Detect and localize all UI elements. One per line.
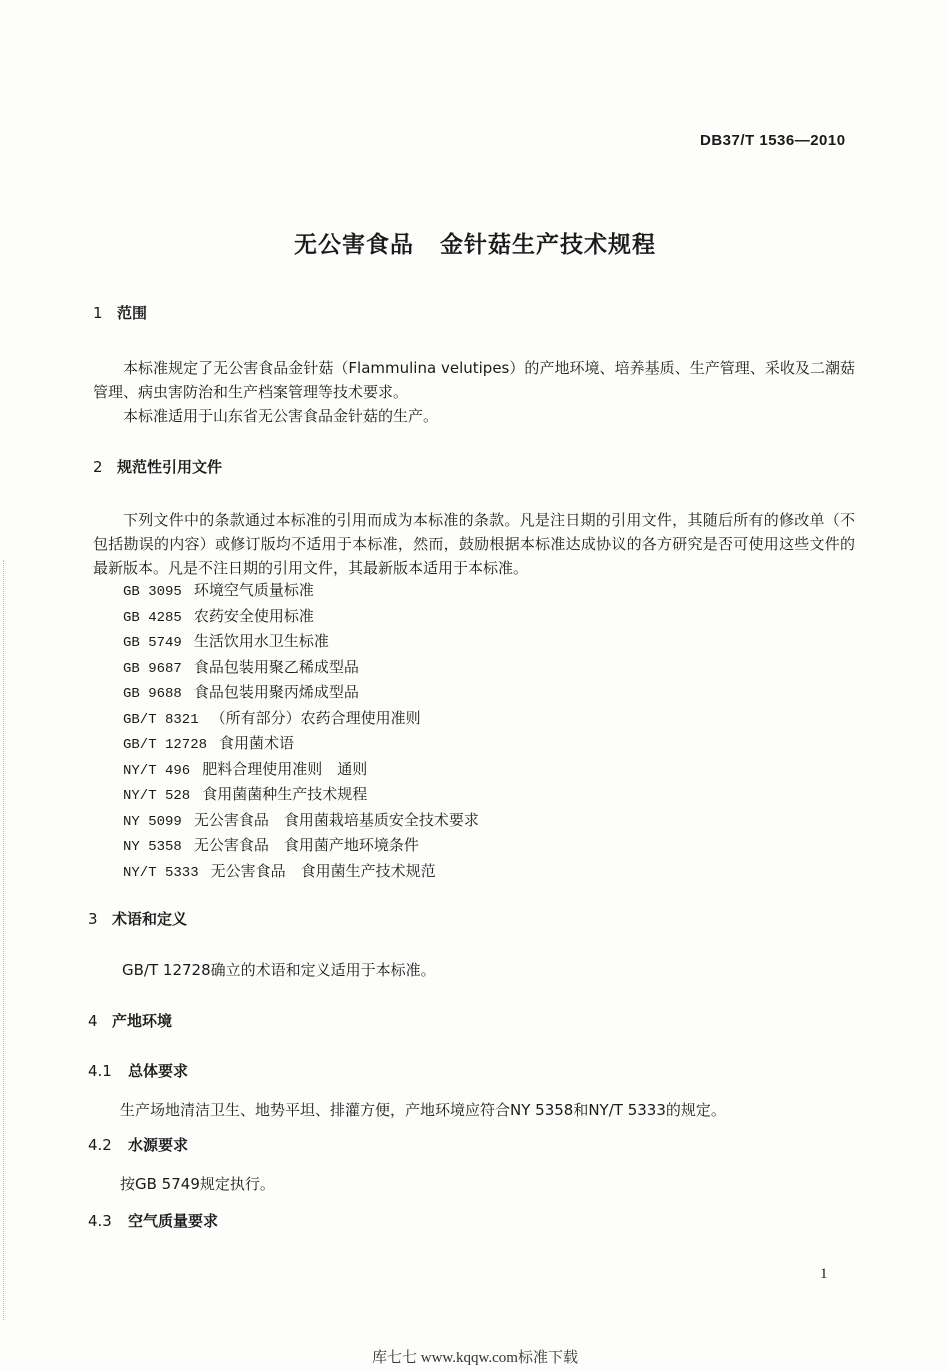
reference-item: GB 3095 环境空气质量标准 bbox=[123, 581, 314, 600]
section-1-paragraph-1: 本标准规定了无公害食品金针菇（Flammulina velutipes）的产地环境、培养基质、生产管理、采收及二潮菇管理、病虫害防治和生产档案管理等技术要求。 bbox=[93, 359, 855, 401]
section-4-1-heading: 4.1 总体要求 bbox=[88, 1062, 189, 1080]
title-part-2: 金针菇生产技术规程 bbox=[440, 232, 656, 258]
reference-item: NY/T 5333 无公害食品 食用菌生产技术规范 bbox=[123, 861, 436, 881]
normative-reference-list bbox=[123, 578, 479, 884]
reference-item: GB/T 8321 （所有部分）农药合理使用准则 bbox=[123, 708, 421, 728]
standard-code: DB37/T 1536—2010 bbox=[700, 132, 846, 149]
section-4-1-paragraph: 生产场地清洁卫生、地势平坦、排灌方便，产地环境应符合NY 5358和NY/T 5333的规定。 bbox=[120, 1101, 726, 1119]
section-4-2-heading: 4.2 水源要求 bbox=[88, 1136, 189, 1154]
section-4-2-paragraph: 按GB 5749规定执行。 bbox=[120, 1175, 275, 1193]
reference-item: GB 5749 生活饮用水卫生标准 bbox=[123, 632, 329, 651]
reference-item: NY/T 496 肥料合理使用准则 通则 bbox=[123, 759, 368, 779]
reference-item: GB 4285 农药安全使用标准 bbox=[123, 606, 314, 626]
section-2-heading: 2 规范性引用文件 bbox=[93, 458, 223, 476]
title-part-1: 无公害食品 bbox=[294, 232, 414, 258]
reference-item: NY 5358 无公害食品 食用菌产地环境条件 bbox=[123, 836, 419, 855]
section-1-paragraph-2: 本标准适用于山东省无公害食品金针菇的生产。 bbox=[123, 407, 439, 425]
reference-item: NY 5099 无公害食品 食用菌栽培基质安全技术要求 bbox=[123, 810, 479, 830]
section-2-intro: 下列文件中的条款通过本标准的引用而成为本标准的条款。凡是注日期的引用文件，其随后所有的修改单（不包括勘误的内容）或修订版均不适用于本标准，然而，鼓励根据本标准达成协议的各方研究是否可使用这些文件的最新版本。凡是不注日期的引用文件，其最新版本适用于本标准。 bbox=[93, 511, 855, 577]
section-3-paragraph: GB/T 12728确立的术语和定义适用于本标准。 bbox=[122, 961, 436, 979]
page-number: 1 bbox=[820, 1266, 828, 1282]
scan-edge-artifact bbox=[3, 560, 8, 1320]
footer-watermark: 库七七 www.kqqw.com标准下载 bbox=[372, 1350, 578, 1366]
document-title bbox=[0, 226, 950, 259]
section-4-3-heading: 4.3 空气质量要求 bbox=[88, 1212, 219, 1230]
reference-item: GB/T 12728 食用菌术语 bbox=[123, 734, 295, 753]
section-1-heading: 1 范围 bbox=[93, 304, 148, 322]
section-3-heading: 3 术语和定义 bbox=[88, 910, 188, 928]
reference-item: GB 9687 食品包装用聚乙稀成型品 bbox=[123, 657, 359, 677]
reference-item: NY/T 528 食用菌菌种生产技术规程 bbox=[123, 785, 368, 804]
section-4-heading: 4 产地环境 bbox=[88, 1012, 173, 1030]
reference-item: GB 9688 食品包装用聚丙烯成型品 bbox=[123, 683, 359, 702]
